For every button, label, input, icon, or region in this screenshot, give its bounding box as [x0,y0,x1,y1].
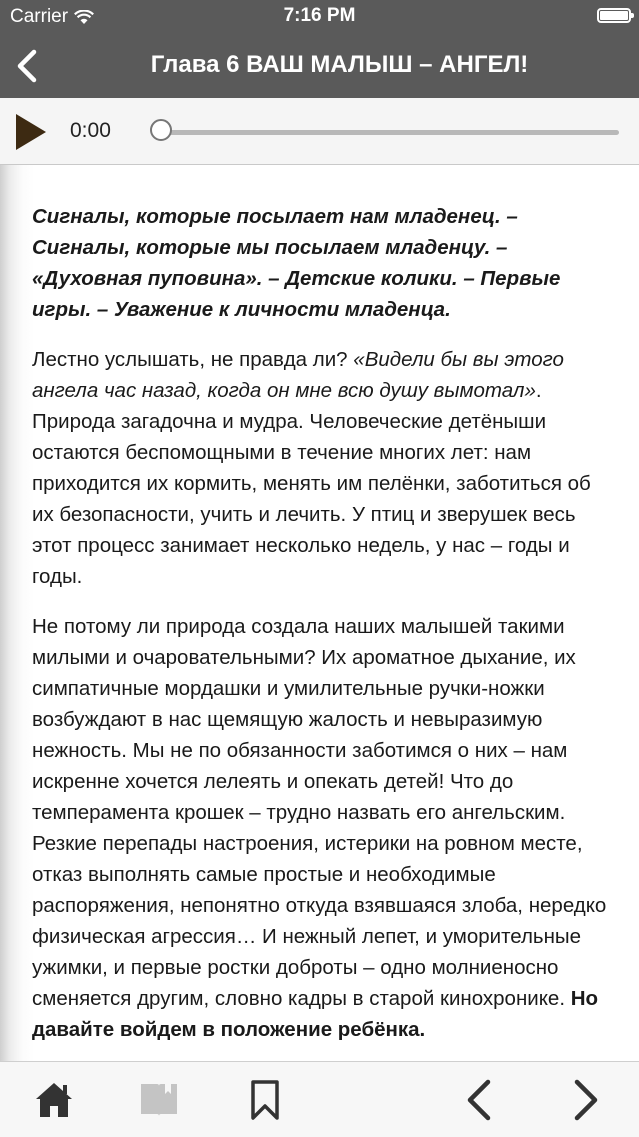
chapter-content [0,165,639,1061]
paragraph-2-text: Не потому ли природа создала наших малышей такими милыми и очаровательными? Их ароматное дыхание, их симпатичные мордашки и умилительные ручки-ножки возбуждают в нас щемящую жалость и невыразимую нежность. Мы не по обязанности заботимся о них – нам искренне хочется лелеять и опекать детей! Что до темперамента крошек – трудно назвать его ангельским. Резкие перепады настроения, истерики на ровном месте, отказ выполнять самые простые и необходимые распоряжения, непонятно откуда взявшаяся злоба, нередко физическая агрессия… И нежный лепет, и уморительные ужимки, и первые ростки доброты – одно молниеносно сменяется другим, словно кадры в старой кинохронике. [32,615,607,1010]
page-title: Глава 6 ВАШ МАЛЫШ – АНГЕЛ! [150,51,529,78]
back-button[interactable] [10,46,46,86]
home-icon [34,1080,74,1120]
navigation-bar [0,32,639,98]
tab-bar [0,1061,639,1137]
progress-thumb[interactable] [150,119,172,141]
paragraph-2 [32,611,609,1045]
audio-player [0,98,639,165]
contents-button[interactable] [137,1078,181,1122]
play-button[interactable] [14,113,48,151]
chevron-right-icon [565,1078,605,1122]
chevron-left-icon [10,46,46,86]
book-icon [137,1080,181,1120]
player-time: 0:00 [70,119,111,142]
paragraph-2-bold: Но давайте войдем в положение ребёнка. [32,987,599,1041]
paragraph-1-quote: «Видели бы вы этого ангела час назад, когда он мне всю душу вымотал» [32,348,564,402]
home-button[interactable] [32,1078,76,1122]
bookmark-icon [245,1080,285,1120]
paragraph-1-text-a: Лестно услышать, не правда ли? [32,348,354,371]
status-bar [0,0,639,32]
previous-page-button[interactable] [458,1078,502,1122]
battery-icon [597,8,631,23]
bookmark-button[interactable] [243,1078,287,1122]
progress-track[interactable] [160,130,619,135]
chevron-left-icon [460,1078,500,1122]
chapter-summary: Сигналы, которые посылает нам младенец. – Сигналы, которые мы посылаем младенцу. – «Духовная пуповина». – Детские колики. – Первые игры. – Уважение к личности младенца. [32,205,561,321]
carrier-label: Carrier [10,6,69,27]
paragraph-1 [32,344,609,592]
paragraph-1-text-b: . Природа загадочна и мудра. Человеческие детёныши остаются беспомощными в течение многих лет: нам приходится их кормить, менять им пелёнки, заботиться об их безопасности, учить и лечить. У птиц и зверушек весь этот процесс занимает несколько недель, у нас – годы и годы. [32,379,591,588]
next-page-button[interactable] [563,1078,607,1122]
chapter-text [32,201,609,1061]
play-icon [14,113,48,151]
status-time: 7:16 PM [283,5,356,26]
